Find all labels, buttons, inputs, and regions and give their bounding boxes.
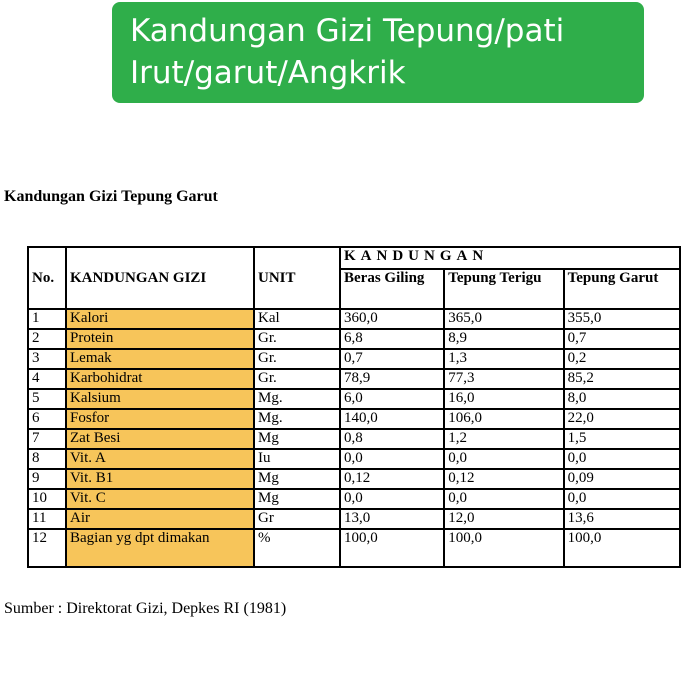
header-group: KANDUNGAN — [340, 247, 680, 269]
row-value-1: 0,0 — [340, 489, 444, 509]
row-value-3: 0,7 — [564, 329, 680, 349]
row-value-3: 1,5 — [564, 429, 680, 449]
table-row — [28, 409, 680, 429]
slide-title-line-1: Kandungan Gizi Tepung/pati — [130, 13, 565, 49]
row-value-1: 0,8 — [340, 429, 444, 449]
row-no: 10 — [28, 489, 66, 509]
header-col-1: Beras Giling — [340, 269, 444, 309]
row-unit: Gr — [254, 509, 340, 529]
table-row — [28, 529, 680, 567]
row-no: 8 — [28, 449, 66, 469]
row-value-3: 22,0 — [564, 409, 680, 429]
row-value-2: 0,0 — [444, 489, 563, 509]
row-unit: Mg. — [254, 409, 340, 429]
row-unit: Mg. — [254, 389, 340, 409]
row-name: Vit. B1 — [66, 469, 254, 489]
row-name: Karbohidrat — [66, 369, 254, 389]
header-col-2: Tepung Terigu — [444, 269, 563, 309]
table-heading: Kandungan Gizi Tepung Garut — [4, 188, 218, 205]
row-name: Kalsium — [66, 389, 254, 409]
row-unit: Gr. — [254, 369, 340, 389]
row-unit: Kal — [254, 309, 340, 329]
row-unit: Gr. — [254, 329, 340, 349]
row-name: Protein — [66, 329, 254, 349]
header-col-3: Tepung Garut — [564, 269, 680, 309]
row-value-2: 100,0 — [444, 529, 563, 567]
row-name: Vit. C — [66, 489, 254, 509]
row-no: 6 — [28, 409, 66, 429]
table-row — [28, 509, 680, 529]
row-unit: Mg — [254, 469, 340, 489]
row-no: 5 — [28, 389, 66, 409]
row-name: Lemak — [66, 349, 254, 369]
slide-title — [112, 2, 644, 103]
row-value-2: 8,9 — [444, 329, 563, 349]
header-name: KANDUNGAN GIZI — [66, 247, 254, 309]
row-value-2: 12,0 — [444, 509, 563, 529]
row-no: 7 — [28, 429, 66, 449]
nutrition-table — [27, 246, 681, 568]
table-row — [28, 369, 680, 389]
row-name: Air — [66, 509, 254, 529]
row-value-1: 6,8 — [340, 329, 444, 349]
row-unit: Mg — [254, 429, 340, 449]
row-value-1: 6,0 — [340, 389, 444, 409]
row-name: Kalori — [66, 309, 254, 329]
row-value-3: 100,0 — [564, 529, 680, 567]
row-value-3: 8,0 — [564, 389, 680, 409]
row-unit: Gr. — [254, 349, 340, 369]
table-row — [28, 309, 680, 329]
table-row — [28, 429, 680, 449]
row-no: 2 — [28, 329, 66, 349]
row-name: Fosfor — [66, 409, 254, 429]
table-row — [28, 389, 680, 409]
row-unit: % — [254, 529, 340, 567]
row-value-2: 16,0 — [444, 389, 563, 409]
row-unit: Mg — [254, 489, 340, 509]
table-row — [28, 349, 680, 369]
row-value-1: 360,0 — [340, 309, 444, 329]
row-value-1: 78,9 — [340, 369, 444, 389]
row-value-3: 0,2 — [564, 349, 680, 369]
row-name: Bagian yg dpt dimakan — [66, 529, 254, 567]
row-value-2: 1,3 — [444, 349, 563, 369]
row-value-1: 140,0 — [340, 409, 444, 429]
row-value-1: 100,0 — [340, 529, 444, 567]
header-no: No. — [28, 247, 66, 309]
row-name: Zat Besi — [66, 429, 254, 449]
row-value-3: 355,0 — [564, 309, 680, 329]
row-value-1: 0,12 — [340, 469, 444, 489]
row-value-2: 0,0 — [444, 449, 563, 469]
row-value-3: 0,09 — [564, 469, 680, 489]
table-row — [28, 489, 680, 509]
row-value-2: 365,0 — [444, 309, 563, 329]
table-row — [28, 469, 680, 489]
row-no: 1 — [28, 309, 66, 329]
row-no: 12 — [28, 529, 66, 567]
row-value-2: 77,3 — [444, 369, 563, 389]
row-value-3: 13,6 — [564, 509, 680, 529]
row-no: 3 — [28, 349, 66, 369]
header-unit: UNIT — [254, 247, 340, 309]
row-no: 9 — [28, 469, 66, 489]
table-row — [28, 329, 680, 349]
row-name: Vit. A — [66, 449, 254, 469]
row-no: 4 — [28, 369, 66, 389]
row-value-2: 1,2 — [444, 429, 563, 449]
row-unit: Iu — [254, 449, 340, 469]
row-value-3: 0,0 — [564, 449, 680, 469]
slide-title-line-2: Irut/garut/Angkrik — [130, 55, 406, 91]
row-value-1: 0,0 — [340, 449, 444, 469]
row-value-3: 0,0 — [564, 489, 680, 509]
row-value-2: 106,0 — [444, 409, 563, 429]
row-value-1: 0,7 — [340, 349, 444, 369]
row-value-2: 0,12 — [444, 469, 563, 489]
table-row — [28, 449, 680, 469]
row-no: 11 — [28, 509, 66, 529]
source-note: Sumber : Direktorat Gizi, Depkes RI (1981) — [4, 600, 287, 617]
row-value-3: 85,2 — [564, 369, 680, 389]
row-value-1: 13,0 — [340, 509, 444, 529]
